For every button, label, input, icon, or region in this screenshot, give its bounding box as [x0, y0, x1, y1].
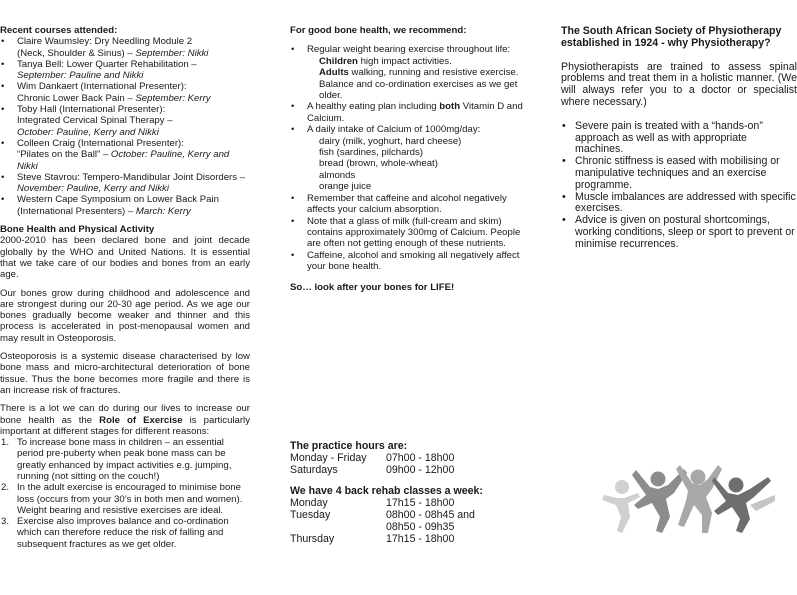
- list-item: • Chronic stiffness is eased with mobilising or manipulative techniques and an exercise programme.: [561, 156, 797, 191]
- hours-row: Saturdays 09h00 - 12h00: [290, 463, 455, 476]
- list-item: • Steve Stavrou: Tempero-Mandibular Joint Disorders – November: Pauline, Kerry and Nikki: [0, 172, 250, 195]
- list-item: • Severe pain is treated with a “hands-on” approach as well as with appropriate machines.: [561, 121, 797, 156]
- class-row: Monday 17h15 - 18h00: [290, 497, 455, 510]
- class-row: Thursday 17h15 - 18h00: [290, 532, 455, 545]
- list-item: 1. To increase bone mass in children – an essential period pre-puberty when peak bone mass can be greatly enhanced by impact activities e.g. jumping, running (not sitting on the couch!): [1, 437, 232, 482]
- list-item: • Caffeine, alcohol and smoking all negatively affect your bone health.: [290, 250, 535, 273]
- figure-far-right-icon: [750, 495, 775, 511]
- paragraph: 2000-2010 has been declared bone and joint decade globally by the WHO and United Nations. It is essential that we take care of our bodies and bones from an early age.: [0, 235, 250, 281]
- courses-list: [0, 36, 250, 217]
- hours-row: Monday - Friday 07h00 - 18h00: [290, 451, 455, 464]
- column-right: [561, 0, 797, 251]
- paragraph: Our bones grow during childhood and adolescence and are strongest during our 20-30 age period. As we age our bones gradually become weaker and thinner and this process is accelerated in post-menopausal women and may result in Osteoporosis.: [0, 287, 250, 344]
- list-item: • Remember that caffeine and alcohol negatively affects your calcium absorption.: [290, 193, 535, 216]
- recommend-heading: For good bone health, we recommend:: [290, 25, 467, 36]
- reasons-list: [0, 437, 250, 550]
- list-item: • Toby Hall (International Presenter): Integrated Cervical Spinal Therapy – October: Pauline, Kerry and Nikki: [0, 104, 250, 138]
- intro-paragraph: Physiotherapists are trained to assess spinal problems and treat them in a holistic manner. (We will always refer you to a doctor or specialist where necessary.): [561, 60, 797, 108]
- list-item: • Wim Dankaert (International Presenter): Chronic Lower Back Pain – September: Kerry: [0, 81, 250, 104]
- people-figures-logo-icon: [600, 465, 775, 535]
- list-item: 2. In the adult exercise is encouraged to minimise bone loss (occurs from your 30’s in both men and women). Weight bearing and resistive exercises are ideal.: [1, 482, 243, 516]
- courses-heading: Recent courses attended:: [0, 25, 118, 36]
- class-row: 08h50 - 09h35: [386, 520, 455, 533]
- figure-center-icon: [676, 465, 722, 533]
- paragraph: Osteoporosis is a systemic disease characterised by low bone mass and micro-architectural deterioration of bone tissue. Thus the bone becomes more fragile and there is an increase risk of fractures.: [0, 351, 250, 396]
- class-row: Tuesday 08h00 - 08h45 and: [290, 508, 475, 521]
- list-item: • Muscle imbalances are addressed with specific exercises.: [561, 192, 797, 216]
- society-heading: The South African Society of Physiotherapy established in 1924 - why Physiotherapy?: [561, 25, 782, 49]
- recommendations-list: [290, 44, 535, 272]
- list-item: • Tanya Bell: Lower Quarter Rehabilitation – September: Pauline and Nikki: [0, 59, 250, 82]
- list-item: • Western Cape Symposium on Lower Back Pain (International Presenters) – March: Kerry: [0, 194, 250, 217]
- list-item: • A healthy eating plan including both Vitamin D and Calcium.: [290, 101, 535, 124]
- bone-health-heading: Bone Health and Physical Activity: [0, 224, 155, 236]
- classes-heading: We have 4 back rehab classes a week:: [290, 485, 483, 498]
- list-item: 3. Exercise also improves balance and co-ordination which can therefore reduce the risk of falling and subsequent fractures as we get older.: [1, 516, 229, 550]
- list-item: • Claire Waumsley: Dry Needling Module 2 (Neck, Shoulder & Sinus) – September: Nikki: [0, 36, 250, 59]
- paragraph: There is a lot we can do during our lives to increase our bone health as the Role of Exercise is particularly important at different stages for different reasons:: [0, 403, 250, 437]
- list-item: • Note that a glass of milk (full-cream and skim) contains approximately 300mg of Calcium. People are often not getting enough of these nutrients.: [290, 216, 535, 250]
- practice-hours: [290, 441, 535, 545]
- column-middle: [290, 0, 535, 293]
- list-item: • Colleen Craig (International Presenter): “Pilates on the Ball” – October: Pauline, Kerry and Nikki: [0, 138, 250, 172]
- physio-points-list: [561, 121, 797, 251]
- list-item: • Regular weight bearing exercise throughout life: Children high impact activities. Adults walking, running and resistive exercise. Balance and co-ordination exercises as we get older.: [290, 44, 535, 101]
- list-item: • A daily intake of Calcium of 1000mg/day: dairy (milk, yoghurt, hard cheese) fish (sardines, pilchards) bread (brown, whole-wheat) almonds orange juice: [290, 124, 535, 192]
- column-left: [0, 0, 250, 550]
- hours-heading: The practice hours are:: [290, 440, 408, 452]
- figure-left-icon: [602, 480, 640, 533]
- list-item: • Advice is given on postural shortcomings, working conditions, sleep or sport to prevent or minimise recurrences.: [561, 215, 797, 250]
- slogan: So… look after your bones for LIFE!: [290, 281, 455, 293]
